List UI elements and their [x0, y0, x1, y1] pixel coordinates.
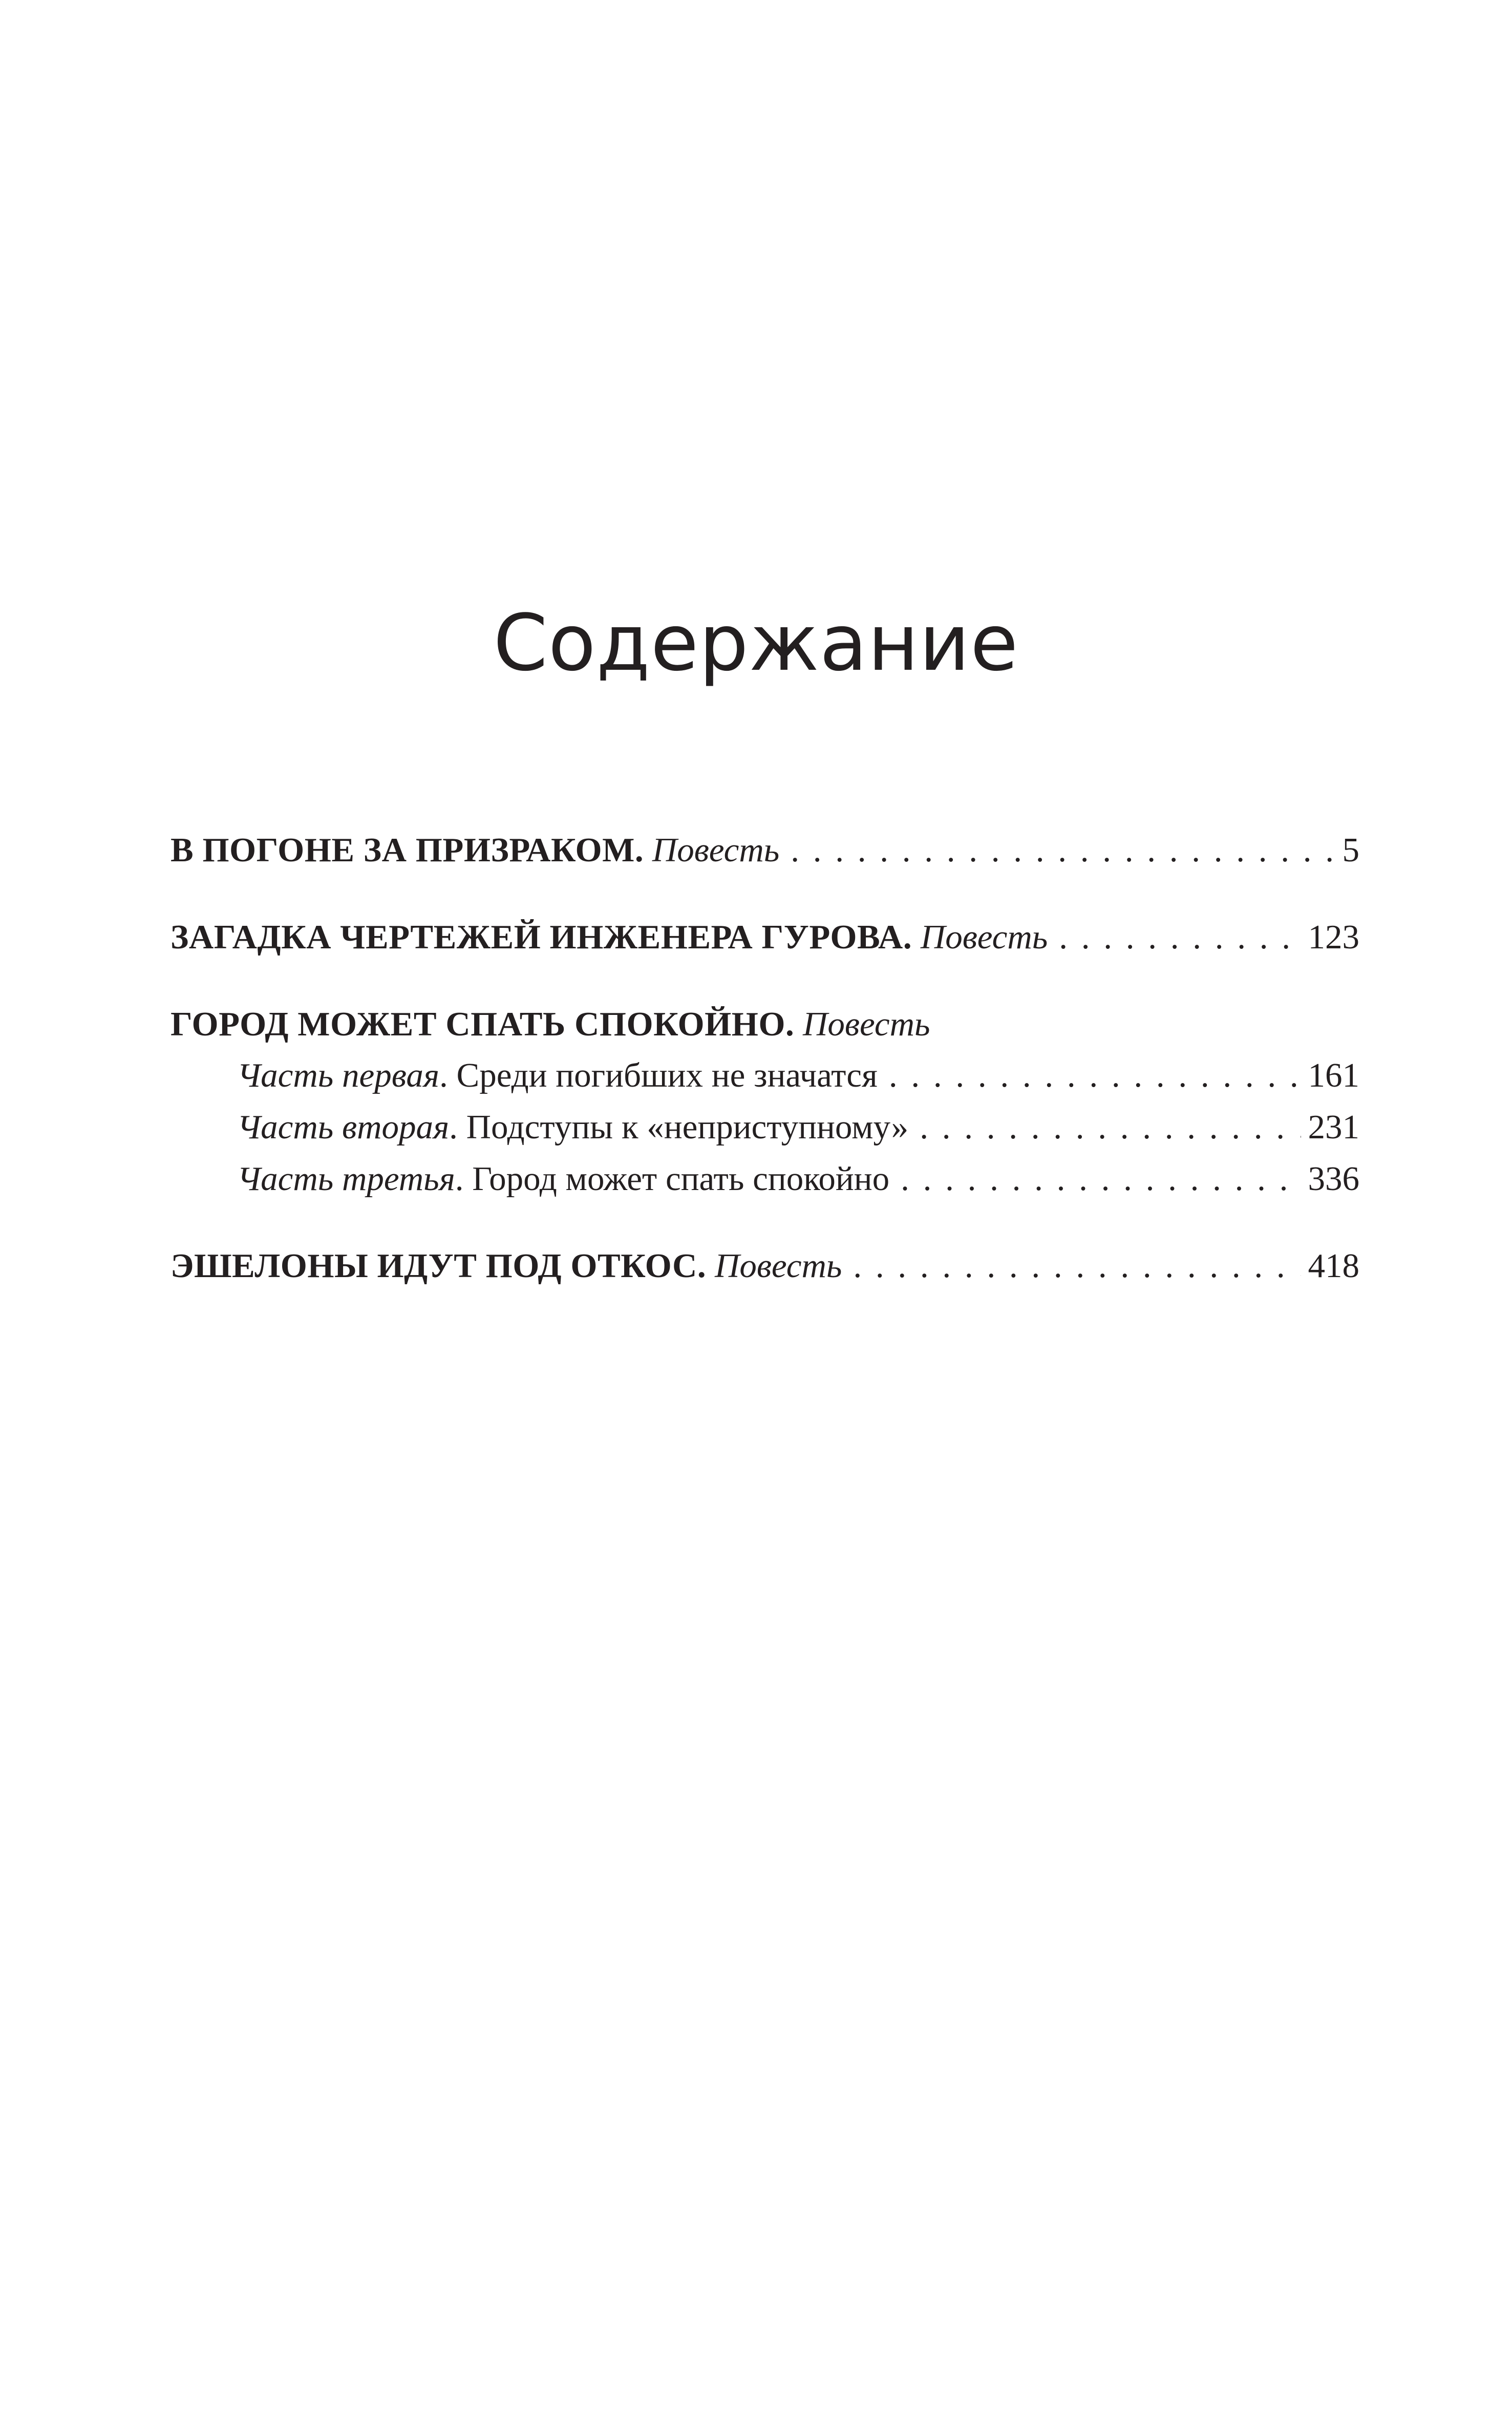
toc-subentry: Часть третья . Город может спать спокойно . . . 336 [237, 1158, 1359, 1199]
page-number: 5 [1342, 831, 1359, 869]
toc-entry [171, 1245, 1359, 1286]
part-label: Часть третья [237, 1160, 455, 1198]
entry-genre: Повесть [920, 918, 1048, 956]
page-number: 161 [1308, 1056, 1359, 1094]
dot-leader [853, 1245, 1301, 1286]
toc-subentry: Часть вторая . Подступы к «неприступному» . . . 231 [237, 1107, 1359, 1148]
dot-leader [901, 1158, 1301, 1199]
page-title: Содержание [493, 598, 1019, 688]
part-label: Часть первая [237, 1056, 440, 1094]
entry-genre: Повесть [652, 831, 780, 869]
entry-title: В ПОГОНЕ ЗА ПРИЗРАКОМ. [171, 831, 644, 869]
page-number: 123 [1308, 918, 1359, 956]
dot-leader [920, 1107, 1301, 1148]
toc-entry [171, 830, 1359, 871]
page-number: 418 [1308, 1247, 1359, 1285]
part-name: Среди погибших не значатся [456, 1056, 878, 1094]
toc-entry [171, 917, 1359, 958]
entry-title: ГОРОД МОЖЕТ СПАТЬ СПОКОЙНО. [171, 1005, 795, 1043]
entry-genre: Повесть [803, 1005, 930, 1043]
page-number: 231 [1308, 1108, 1359, 1146]
dot-leader [791, 830, 1332, 871]
toc-subentry: Часть первая . Среди погибших не значатся . . . 161 [237, 1055, 1359, 1096]
part-label: Часть вторая [237, 1108, 450, 1146]
part-name: Город может спать спокойно [472, 1160, 890, 1198]
dot-leader [1059, 917, 1301, 958]
dot-leader [889, 1055, 1301, 1096]
toc-entry [171, 1004, 1359, 1045]
part-name: Подступы к «неприступному» [466, 1108, 909, 1146]
page-number: 336 [1308, 1160, 1359, 1198]
entry-genre: Повесть [714, 1247, 842, 1285]
entry-title: ЭШЕЛОНЫ ИДУТ ПОД ОТКОС. [171, 1247, 707, 1285]
entry-title: ЗАГАДКА ЧЕРТЕЖЕЙ ИНЖЕНЕРА ГУРОВА. [171, 918, 912, 956]
